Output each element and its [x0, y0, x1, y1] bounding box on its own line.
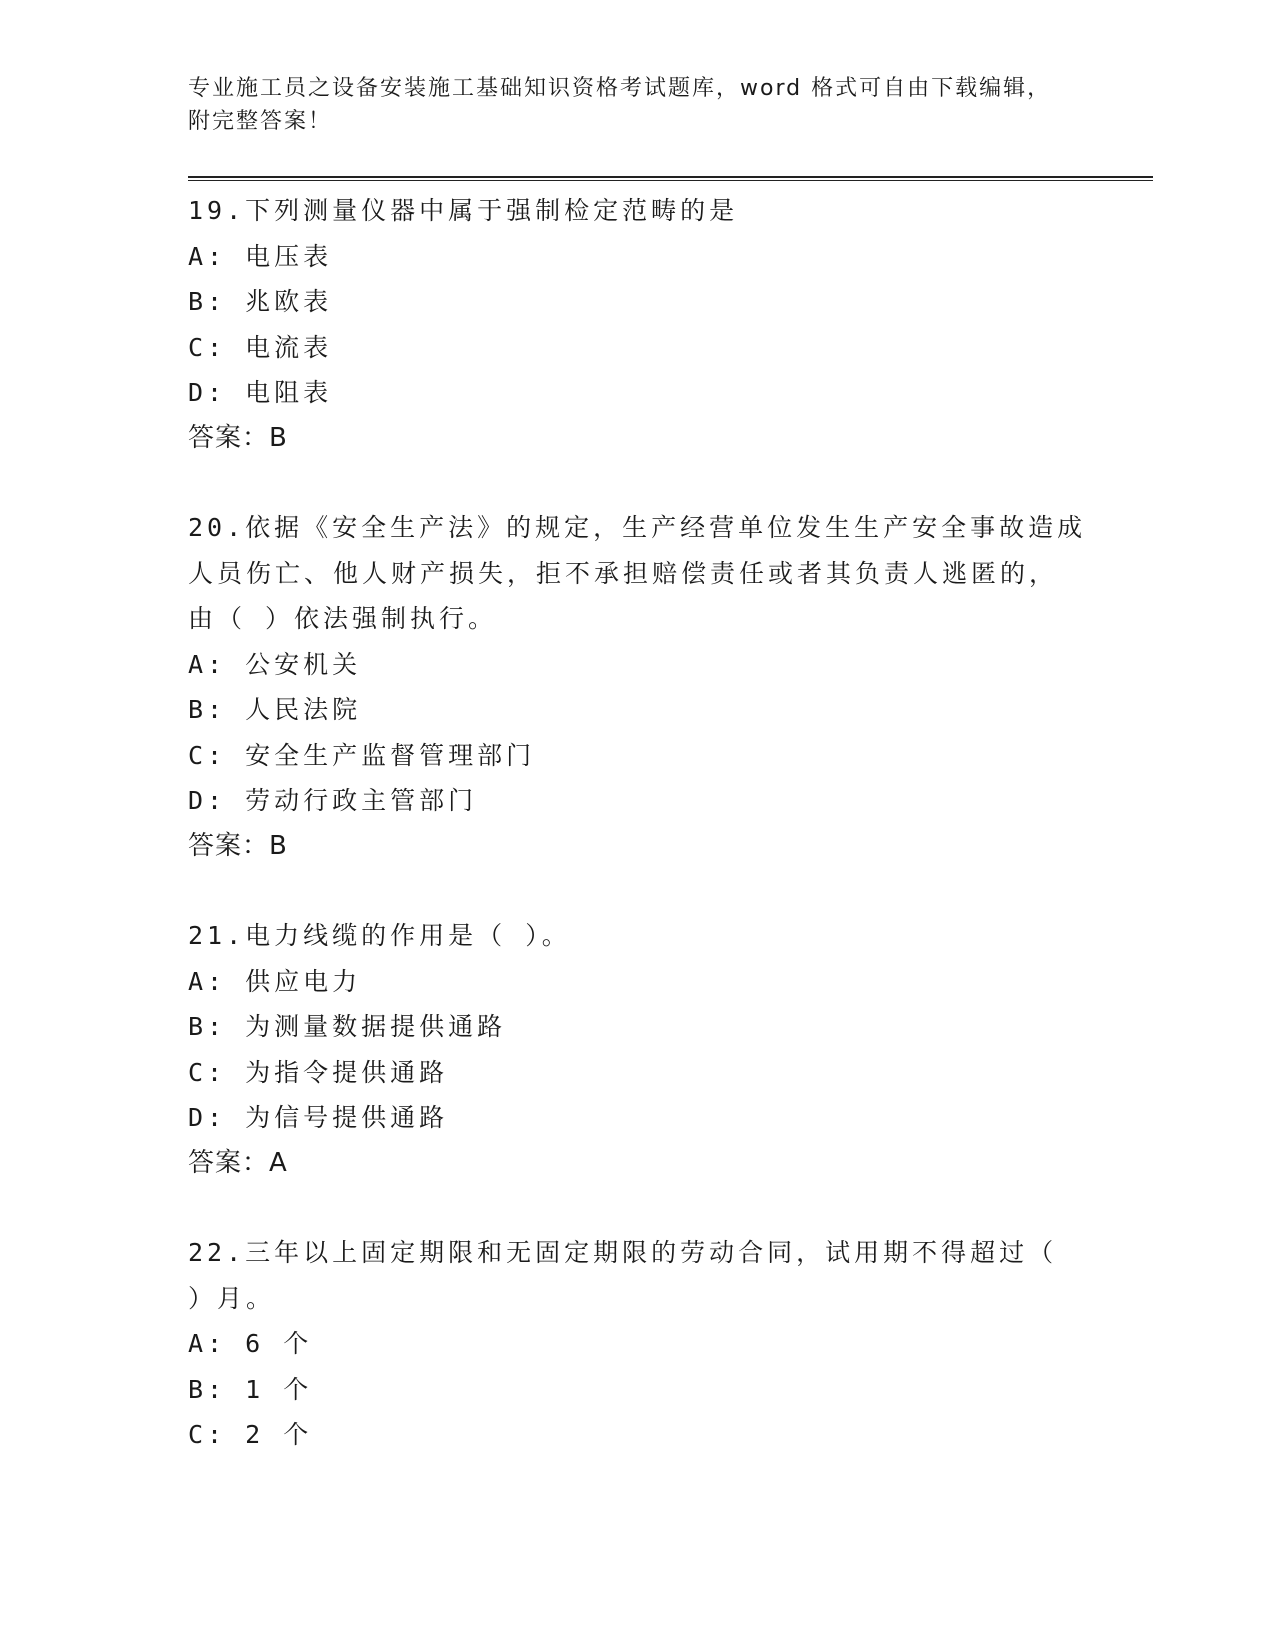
question-20: [188, 505, 1088, 869]
option-c: C: 为指令提供通路: [188, 1057, 449, 1087]
question-19: [188, 188, 1088, 461]
question-21: [188, 913, 1088, 1186]
header-line-2: 附完整答案！: [188, 109, 333, 134]
question-stem: 22.三年以上固定期限和无固定期限的劳动合同，试用期不得超过（: [188, 1238, 1058, 1267]
option-c: C: 电流表: [188, 332, 333, 362]
question-22: [188, 1230, 1088, 1458]
option-d: D: 劳动行政主管部门: [188, 786, 478, 815]
header-line-1: 专业施工员之设备安装施工基础知识资格考试题库，word 格式可自由下载编辑，: [188, 76, 1052, 101]
option-d: D: 为信号提供通路: [188, 1103, 449, 1132]
answer-label: 答案：B: [188, 830, 288, 861]
question-stem: 19.下列测量仪器中属于强制检定范畴的是: [188, 196, 739, 225]
document-header: [188, 72, 1088, 138]
question-stem: 21.电力线缆的作用是（ ）。: [188, 921, 571, 950]
header-divider: [188, 176, 1153, 181]
option-a: A: 电压表: [188, 241, 333, 271]
question-stem: 由（ ）依法强制执行。: [188, 604, 498, 633]
option-a: A: 供应电力: [188, 966, 362, 996]
question-stem: ）月。: [188, 1283, 276, 1313]
option-c: C: 2 个: [188, 1420, 313, 1449]
option-d: D: 电阻表: [188, 378, 333, 407]
option-b: B: 为测量数据提供通路: [188, 1012, 507, 1041]
option-b: B: 1 个: [188, 1374, 313, 1404]
option-b: B: 兆欧表: [188, 287, 333, 316]
answer-label: 答案：A: [188, 1147, 288, 1178]
option-c: C: 安全生产监督管理部门: [188, 740, 536, 770]
option-a: A: 公安机关: [188, 649, 362, 679]
question-list: [188, 188, 1088, 1502]
question-stem: 20.依据《安全生产法》的规定，生产经营单位发生生产安全事故造成: [188, 513, 1087, 542]
question-stem: 人员伤亡、他人财产损失，拒不承担赔偿责任或者其负责人逃匿的，: [188, 558, 1059, 588]
option-a: A: 6 个: [188, 1329, 313, 1358]
answer-label: 答案：B: [188, 422, 288, 453]
option-b: B: 人民法院: [188, 695, 362, 724]
